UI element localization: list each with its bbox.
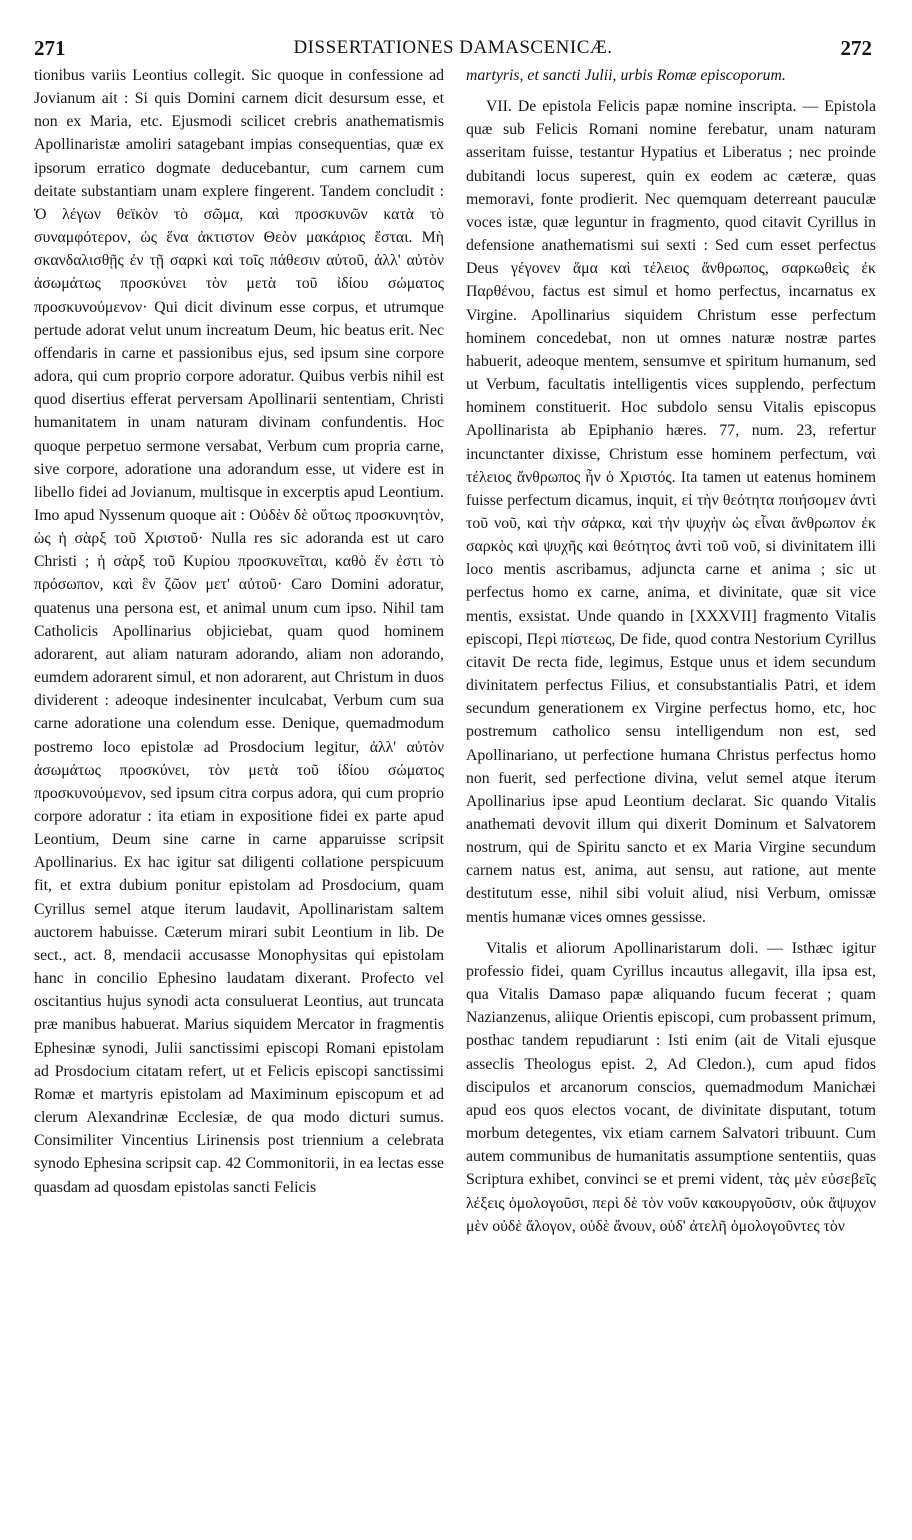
page-header <box>34 34 872 62</box>
running-title: DISSERTATIONES DAMASCENICÆ. <box>293 37 613 58</box>
page-number-left: 271 <box>34 36 66 60</box>
right-paragraph-1: martyris, et sancti Julii, urbis Romæ episcoporum. <box>466 67 786 84</box>
right-column <box>466 64 876 1238</box>
right-paragraph-2: VII. De epistola Felicis papæ nomine inscripta. — Epistola quæ sub Felicis Romani nomine ferebatur, unam naturam asseritam fuisse, testantur Hypatius et Liberatus ; nec proinde dubitandi locus superest, quin ex eodem ac cæteræ, quas memoravi, fonte prodierit. Nec quemquam deterreant pauculæ voces istæ, quæ leguntur in fragmento, quod citavit Cyrillus in defensione anathematismi sui sexti : Sed cum esset perfectus Deus γέγονεν ἅμα καὶ τέλειος ἄνθρωπος, σαρκωθεὶς ἐκ Παρθένου, factus est simul et homo perfectus, incarnatus ex Virgine. Apollinarius siquidem Christum esse perfectum hominem concedebat, non ut omnes naturæ nostræ partes habuerit, adeoque mentem, sensumve et spiritum humanum, sed ut Verbum, facultatis intelligentis vices supplendo, perfectum hominem constituerit. Hoc subdolo sensu Vitalis episcopus Apollinarista ab Epiphanio hæres. 77, num. 23, refertur incunctanter dixisse, Christum esse hominem perfectum, ναὶ τέλειος ἄνθρωπος ἦν ὁ Χριστός. Ita tamen ut eatenus hominem fuisse perfectum dicamus, inquit, εἰ τὴν θεότητα ποιήσομεν ἀντὶ τοῦ νοῦ, καὶ τὴν σάρκα, καὶ τὴν ψυχὴν ὡς εἶναι ἄνθρωπον ἐκ σαρκὸς καὶ ψυχῆς καὶ θεότητος ἀντὶ τοῦ νοῦ, si divinitatem illi loco mentis ascribamus, adjuncta carne et anima ; sic ut perfectus homo ex carne, anima, et divinitate, quæ sit vice mentis, exsistat. Unde quando in [XXXVII] fragmento Vitalis episcopi, Περὶ πίστεως, De fide, quod contra Nestorium Cyrillus citavit De recta fide, legimus, Estque unus et idem secundum divinitatem perfectus Filius, et consubstantialis Patri, et idem secundum generationem ex Virgine perfectus homo, etc, hoc postremum catholico sensu intelligendum non est, sed Apollinariano, ut perfectione humana Christus perfectus homo non fuerit, sed perfectione divina, velut semel atque iterum Apollinarius ipse apud Leontium declarat. Sic quando Vitalis anathemati devovit illum qui dixerit Dominum et Salvatorem nostrum, qui de Spiritu sancto et ex Maria Virgine secundum carnem natus est, anima, aut sensu, aut ratione, aut mente destitutum esse, nihil sibi voluit aliud, nisi Verbum, omissæ mentis humanæ vices omnes gessisse. <box>466 98 876 926</box>
left-column <box>34 64 444 1199</box>
left-paragraph-1: tionibus variis Leontius collegit. Sic quoque in confessione ad Jovianum ait : Si quis Domini carnem dicit desursum esse, et non ex Maria, etc. Ejusmodi scilicet crebris anathematismis Apollinaristæ amoliri satagebant impias consequentias, quæ ex ipsorum erratico dogmate deducebantur, cum carnem cum deitate substantiam unam explere fingerent. Tandem concludit : Ὁ λέγων θεϊκὸν τὸ σῶμα, καὶ προσκυνῶν κατὰ τὸ συναμφότερον, ὡς ἕνα ἀκτιστον Θεὸν μακάριος ἔσται. Μὴ σκανδαλισθῇς ἐν τῇ σαρκὶ καὶ τοῖς πάθεσιν αὐτοῦ, ἀλλ' αὐτὸν ἀσωμάτως προσκύνει τὸν μετὰ τοῦ ἰδίου σώματος προσκυνούμενον· Qui dicit divinum esse corpus, et utrumque pertude adorat velut unum increatum Deum, hic beatus erit. Nec offendaris in carne et passionibus ejus, sed ipsum sine corpore adora, qui cum proprio corpore adoratur. Quibus verbis nihil est quod disertius efferat perversam Apollinarii sententiam, Christi humanitatem in unam naturam divinam confundentis. Hoc quoque perpetuo sermone versabat, Verbum cum propria carne, sive corpore, adoratione una adorandum esse, ut videre est in libello fidei ad Jovianum, multisque in excerptis apud Leontium. Imo apud Nyssenum quoque ait : Οὐδὲν δὲ οὕτως προσκυνητὸν, ὡς ἡ σὰρξ τοῦ Χριστοῦ· Nulla res sic adoranda est ut caro Christi ; ἡ σὰρξ τοῦ Κυρίου προσκυνεῖται, καθὸ ἕν ἐστι τὸ πρόσωπον, καὶ ἓν ζῶον μετ' αὐτοῦ· Caro Domini adoratur, quatenus una persona est, et animal unum cum ipso. Nihil tam Catholicis Apollinarius objiciebat, quam quod hominem adorarent, aut aliam naturam adorando, aliam non adorando, eumdem adorarent simul, et non adorarent, aut Christum in duos dividerent : adeoque indesinenter inculcabat, Verbum cum sua carne adoratione una colendum esse. Denique, quemadmodum postremo loco epistolæ ad Prosdocium legitur, ἀλλ' αὐτὸν ἀσωμάτως προσκύνει, τὸν μετὰ τοῦ ἰδίου σώματος προσκυνούμενον, sed ipsum citra corpus adora, qui cum proprio corpore adoratur : ita etiam in expositione fidei ex parte apud Leontium, Deum sine carne in carne apparuisse scripsit Apollinarius. Ex hac igitur sat diligenti collatione perspicuum fit, et extra dubium ponitur epistolam ad Prosdocium, quam Cyrillus semel atque iterum laudavit, Apollinaristam saltem auctorem habuisse. Cæterum mirari subit Leontium in lib. De sect., act. 8, mendacii accusasse Monophysitas qui epistolam hanc in concilio Ephesino laudatam dixerant. Profecto vel oscitantius hujus synodi acta consuluerat Leontius, aut truncata præ manibus habuerat. Marius siquidem Mercator in fragmentis Ephesinæ synodi, Julii sanctissimi episcopi Romani epistolam ad Prosdocium citatam refert, ut et Felicis episcopi sanctissimi Romæ et martyris epistolam ad Maximinum episcopum et ad clerum Alexandrinæ Ecclesiæ, de qua modo dicturi sumus. Consimiliter Vincentius Lirinensis post triennium a celebrata synodo Ephesina scripsit cap. 42 Commonitorii, in ea lectas esse quasdam ad quosdam epistolas sancti Felicis <box>34 67 444 1196</box>
page-number-right: 272 <box>840 36 872 60</box>
right-paragraph-3: Vitalis et aliorum Apollinaristarum doli. — Isthæc igitur professio fidei, quam Cyrillus incautus allegavit, illa ipsa est, qua Vitalis Damaso papæ aliquando fucum fecerat ; quam Nazianzenus, aliique Orientis episcopi, cum probassent primum, posthac tandem repudiarunt : Isti enim (ait de Vitali ejusque asseclis Theologus epist. 2, Ad Cledon.), cum apud fidos discipulos et arcanorum conscios, quemadmodum Manichæi apud eos quos electos vocant, de divinitate disputant, totum morbum detegentes, vix etiam carnem Salvatori tribuunt. Cum autem communibus de humanitatis assumptione sententiis, quas Scriptura exhibet, convinci se et premi vident, τὰς μὲν εὐσεβεῖς λέξεις ὁμολογοῦσι, περὶ δὲ τὸν νοῦν κακουργοῦσιν, οὐκ ἄψυχον μὲν οὐδὲ ἄλογον, οὐδὲ ἄνουν, οὐδ' ἀτελῆ ὁμολογοῦντες τὸν <box>466 939 876 1235</box>
